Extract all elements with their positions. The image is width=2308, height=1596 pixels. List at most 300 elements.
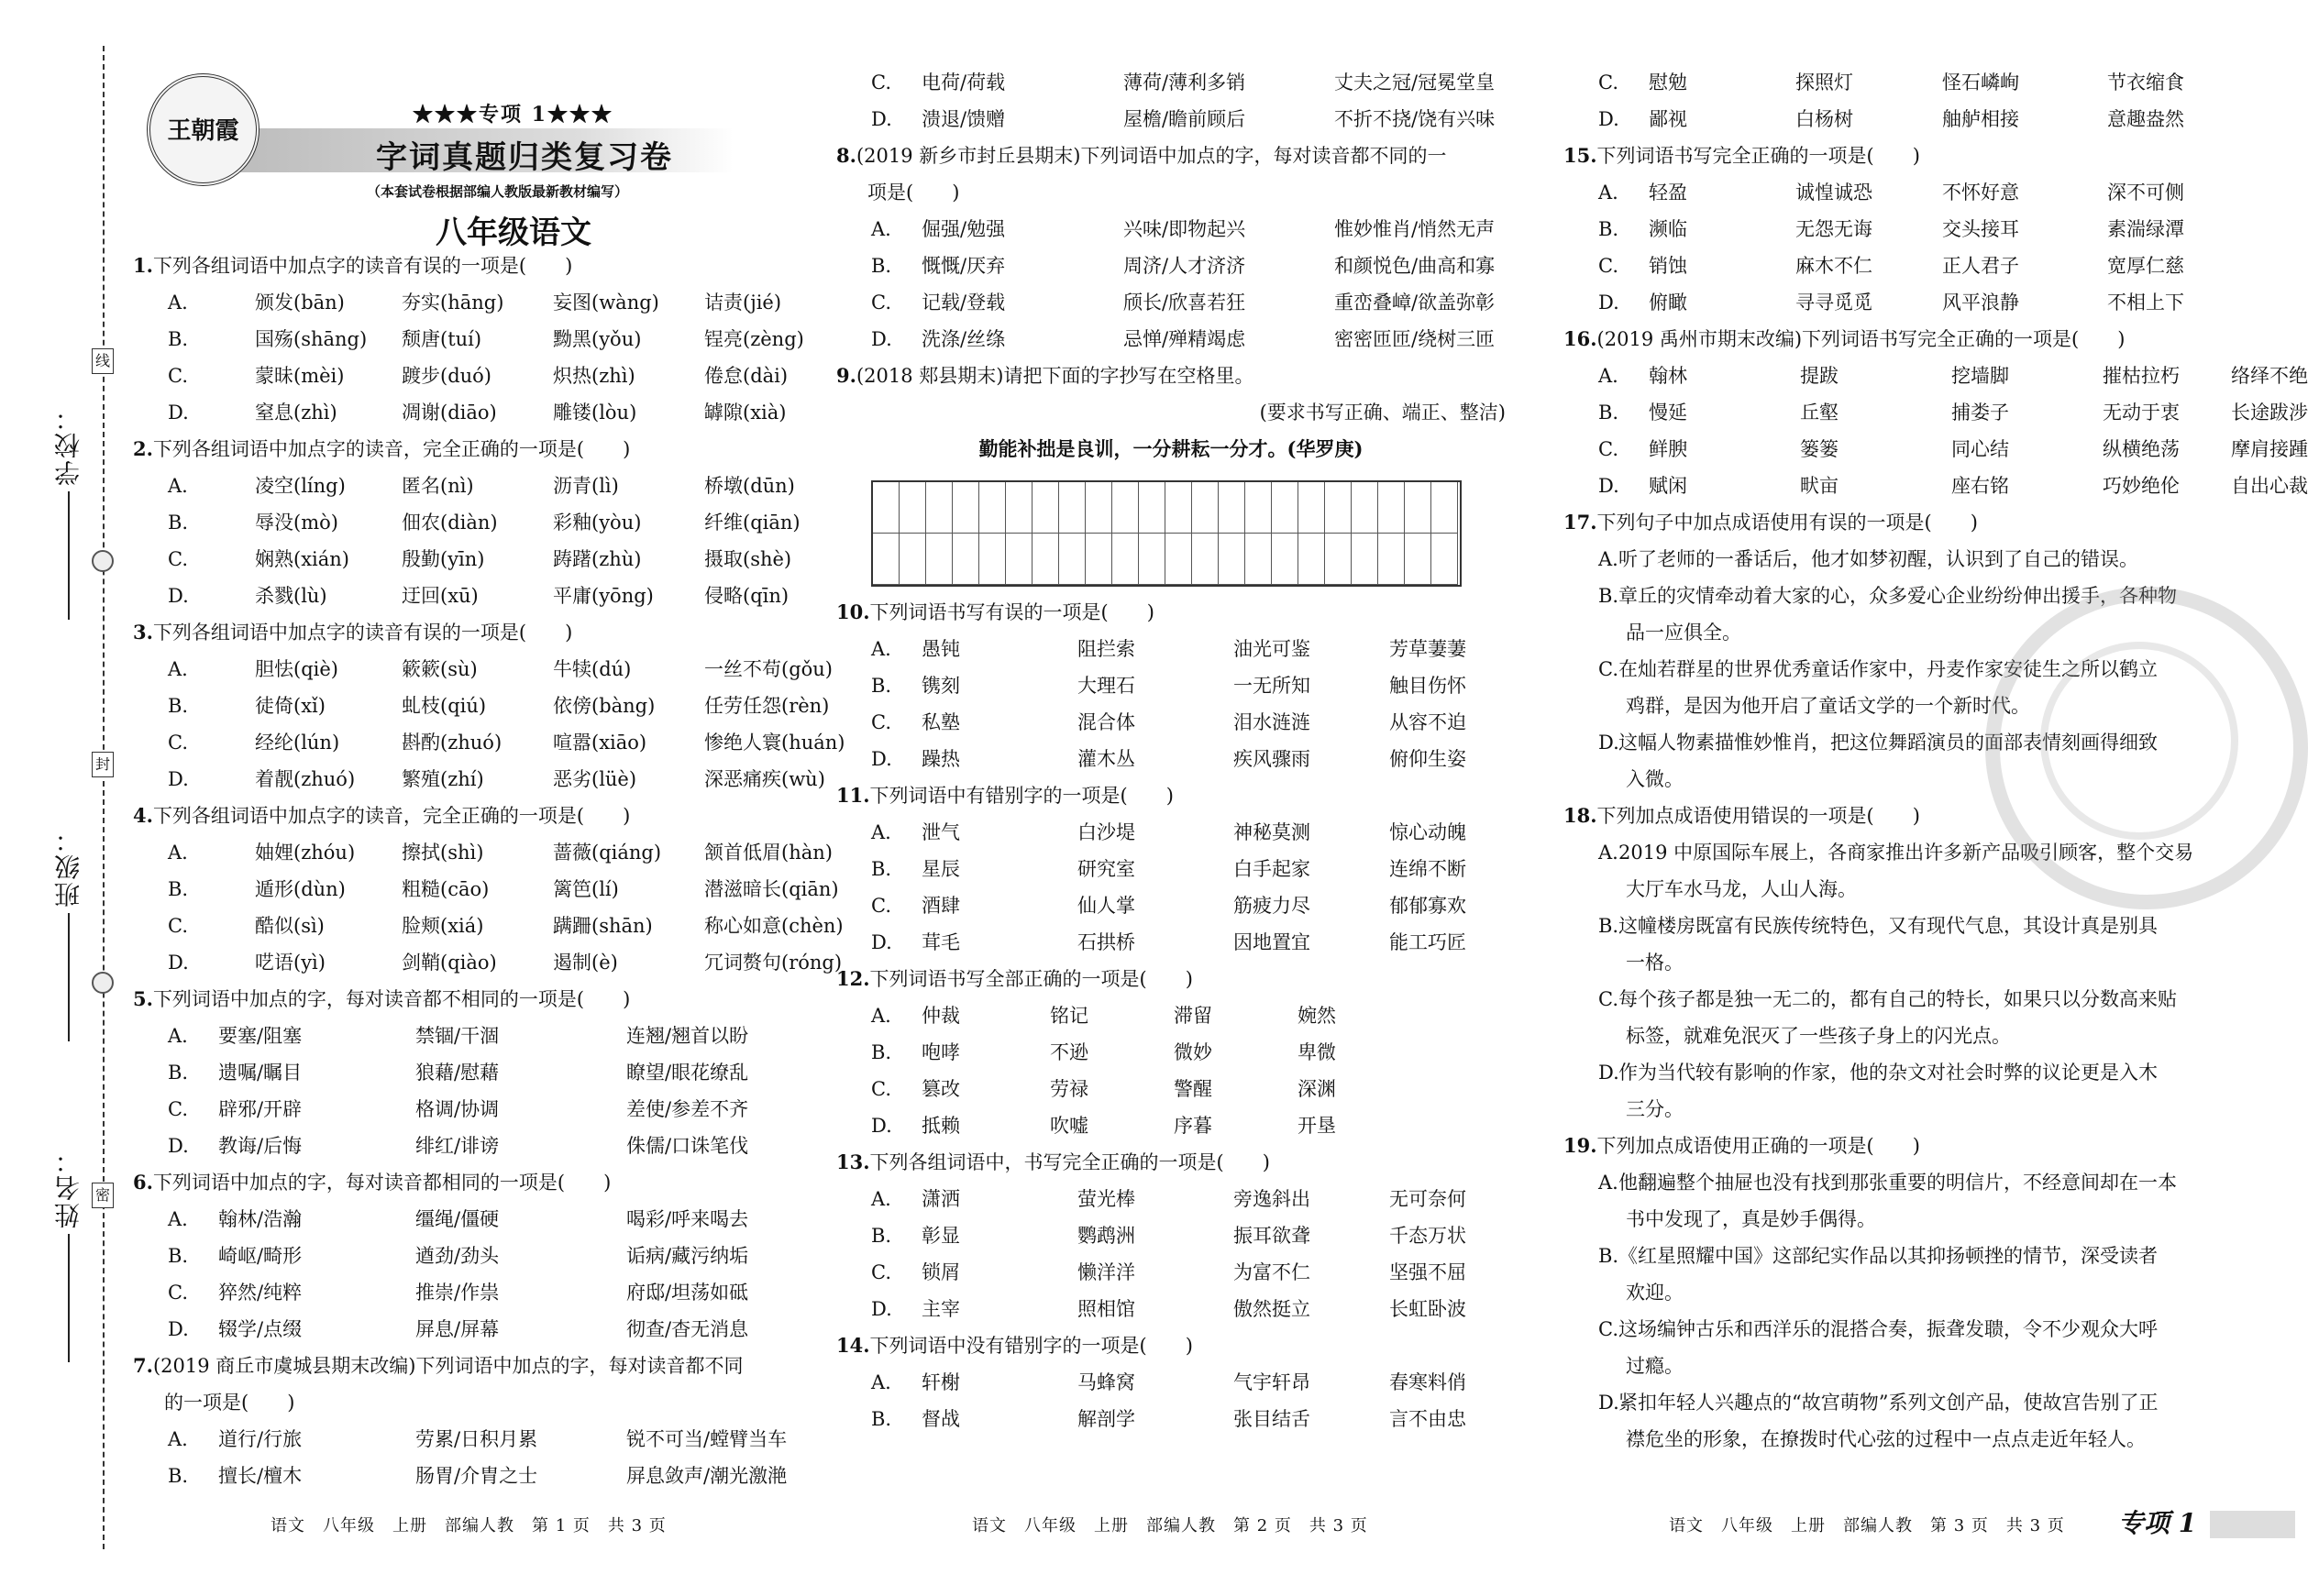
option-item: 密密匝匝/绕树三匝 (1334, 328, 1496, 350)
option-item: 俯瞰 (1649, 292, 1687, 314)
option-letter: C. (1598, 1318, 1618, 1340)
option-item: 繁殖(zhí) (402, 768, 484, 790)
option-letter: D. (871, 108, 892, 130)
option-item: 吹嘘 (1050, 1115, 1088, 1137)
option-row[interactable] (836, 321, 1506, 358)
option-item: 电荷/荷载 (922, 72, 1006, 94)
school-field[interactable] (50, 403, 83, 620)
grid-cell[interactable] (1245, 534, 1272, 585)
option-row[interactable] (133, 1274, 816, 1311)
option-item: 咆哮 (922, 1041, 960, 1063)
option-item: 春寒料俏 (1389, 1371, 1466, 1393)
grid-cell[interactable] (1192, 482, 1219, 534)
option-sentence (1563, 1091, 2205, 1128)
option-item: 诘责(jié) (704, 292, 782, 314)
option-item: 胆怯(qiè) (255, 658, 338, 680)
option-row[interactable] (133, 871, 839, 908)
grid-cell[interactable] (1298, 482, 1325, 534)
option-row[interactable] (836, 704, 1506, 741)
option-item: 教诲/后悔 (218, 1135, 303, 1157)
option-item: 依傍(bàng) (553, 695, 656, 717)
option-text: 这幅人物素描惟妙惟肖，把这位舞蹈演员的面部表情刻画得细致 (1618, 732, 2158, 754)
option-item: 辍学/点缀 (218, 1318, 303, 1340)
grid-cell[interactable] (900, 534, 926, 585)
option-sentence[interactable] (1563, 1384, 2205, 1421)
grid-cell[interactable] (1272, 534, 1298, 585)
option-item: 差使/参差不齐 (626, 1098, 749, 1120)
grid-cell[interactable] (1298, 534, 1325, 585)
question-text: 下列词语书写完全正确的一项是( ) (1596, 145, 1920, 167)
option-item: 绯红/诽谤 (415, 1135, 500, 1157)
option-letter: C. (1598, 988, 1618, 1010)
option-item: 剑鞘(qiào) (402, 952, 497, 974)
option-letter: B. (871, 675, 892, 697)
option-row[interactable] (836, 631, 1506, 667)
question-number: 18. (1563, 804, 1597, 827)
option-item: 白手起家 (1233, 858, 1310, 880)
option-item: 无可奈何 (1389, 1188, 1466, 1210)
option-sentence[interactable] (1563, 1054, 2205, 1091)
option-item: 踌躇(zhù) (553, 548, 642, 570)
option-item: 炽热(zhì) (553, 365, 635, 387)
question-stem (836, 1144, 1506, 1181)
grid-cell[interactable] (1405, 482, 1431, 534)
option-letter: A. (871, 1371, 891, 1393)
grid-cell[interactable] (1219, 534, 1245, 585)
option-sentence[interactable] (1563, 1311, 2205, 1348)
grid-cell[interactable] (926, 534, 953, 585)
option-item: 翰林 (1649, 365, 1687, 387)
option-row[interactable] (1563, 394, 2308, 431)
option-row[interactable] (133, 1128, 816, 1164)
option-letter: D. (871, 931, 892, 953)
option-row[interactable] (836, 997, 1506, 1034)
option-item: 国殇(shāng) (255, 328, 368, 350)
option-letter: B. (168, 1465, 189, 1487)
option-item: 寻寻觅觅 (1795, 292, 1872, 314)
footer-page-3: 语文 八年级 上册 部编人教 第 3 页 共 3 页 (1669, 1516, 2065, 1535)
option-row[interactable] (836, 1181, 1506, 1217)
option-item: 意趣盎然 (2107, 108, 2184, 130)
option-row[interactable] (836, 248, 1506, 284)
grid-cell[interactable] (1245, 482, 1272, 534)
grid-cell[interactable] (1431, 534, 1458, 585)
option-row[interactable] (1563, 174, 2205, 211)
grid-cell[interactable] (1272, 482, 1298, 534)
option-letter: A. (168, 1428, 188, 1450)
option-item: 油光可鉴 (1233, 638, 1310, 660)
option-letter: A. (168, 1025, 188, 1047)
grid-cell[interactable] (1165, 534, 1192, 585)
option-item: 言不由忠 (1389, 1408, 1466, 1430)
grid-cell[interactable] (1405, 534, 1431, 585)
grid-cell[interactable] (1352, 482, 1378, 534)
option-item: 一无所知 (1233, 675, 1310, 697)
grid-cell[interactable] (1165, 482, 1192, 534)
watermark-seal-inner (2040, 642, 2238, 840)
question-stem (1563, 504, 2205, 541)
option-sentence[interactable] (1563, 1238, 2205, 1274)
option-letter: A. (871, 1005, 891, 1027)
grid-cell[interactable] (1139, 534, 1165, 585)
grid-cell[interactable] (873, 482, 900, 534)
option-item: 称心如意(chèn) (704, 915, 844, 937)
option-row[interactable] (836, 1107, 1506, 1144)
option-item: 张目结舌 (1233, 1408, 1310, 1430)
option-item: 遗嘱/瞩目 (218, 1062, 303, 1084)
option-item: 桥墩(dūn) (704, 475, 795, 497)
grid-cell[interactable] (1033, 482, 1059, 534)
option-item: 舳舻相接 (1942, 108, 2019, 130)
option-row[interactable] (836, 1217, 1506, 1254)
question-text: 下列词语书写有误的一项是( ) (869, 601, 1154, 623)
column-2 (836, 64, 1506, 1437)
grid-cell[interactable] (979, 482, 1006, 534)
option-row[interactable] (1563, 431, 2308, 468)
option-row[interactable] (133, 1458, 816, 1494)
option-row[interactable] (1563, 468, 2308, 504)
option-row[interactable] (133, 394, 816, 431)
option-text: 标签，就难免泯灭了一些孩子身上的闪光点。 (1626, 1025, 2011, 1047)
option-item: 和颜悦色/曲高和寡 (1334, 255, 1496, 277)
option-item: 长虹卧波 (1389, 1298, 1466, 1320)
option-item: 擦拭(shì) (402, 842, 484, 864)
grid-cell[interactable] (953, 534, 979, 585)
grid-cell[interactable] (1192, 534, 1219, 585)
option-letter: C. (168, 1098, 188, 1120)
option-item: 锁屑 (922, 1261, 960, 1283)
corner-label: 专项 1 (2118, 1508, 2197, 1538)
question-number: 14. (836, 1334, 870, 1357)
option-row[interactable] (133, 1238, 816, 1274)
option-item: 摄取(shè) (704, 548, 792, 570)
option-letter: D. (1598, 108, 1619, 130)
option-item: 畎亩 (1800, 475, 1839, 497)
option-row[interactable] (836, 284, 1506, 321)
option-sentence[interactable] (1563, 908, 2205, 944)
grid-cell[interactable] (1059, 482, 1086, 534)
option-row[interactable] (836, 101, 1506, 138)
grid-cell[interactable] (1378, 482, 1405, 534)
doc-subtitle: （本套试卷根据部编人教版最新教材编写） (367, 183, 629, 200)
corner-bar (2210, 1511, 2295, 1538)
option-row[interactable] (836, 1071, 1506, 1107)
logo-text: 王朝霞 (167, 117, 239, 145)
option-row[interactable] (836, 887, 1506, 924)
option-text: 品一应俱全。 (1626, 622, 1741, 644)
option-item: 府邸/坦荡如砥 (626, 1282, 749, 1304)
option-item: 锃亮(zèng) (704, 328, 804, 350)
bind-tag-secret: 密 (92, 1183, 114, 1208)
option-row[interactable] (1563, 101, 2205, 138)
option-item: 风平浪静 (1942, 292, 2019, 314)
option-letter: C. (1598, 438, 1618, 460)
option-row[interactable] (133, 834, 833, 871)
option-item: 自出心裁 (2231, 475, 2308, 497)
option-row[interactable] (133, 761, 825, 798)
option-row[interactable] (1563, 64, 2205, 101)
grid-cell[interactable] (1139, 482, 1165, 534)
question-stem (836, 961, 1506, 997)
question-stem-cont: 项是( ) (867, 182, 960, 204)
option-row[interactable] (836, 1364, 1506, 1401)
option-letter: B. (1598, 402, 1619, 424)
option-item: 灌木丛 (1077, 748, 1135, 770)
question-number: 6. (133, 1171, 153, 1194)
grid-cell[interactable] (1006, 482, 1033, 534)
option-item: 薄荷/薄利多销 (1123, 72, 1246, 94)
option-row[interactable] (133, 908, 844, 944)
option-sentence[interactable] (1563, 541, 2205, 578)
option-item: 妯娌(zhóu) (255, 842, 356, 864)
option-item: 篱笆(lí) (553, 878, 619, 900)
option-item: 萤光棒 (1077, 1188, 1135, 1210)
option-item: 慢延 (1649, 402, 1687, 424)
option-item: 警醒 (1174, 1078, 1212, 1100)
option-letter: C. (168, 1282, 188, 1304)
name-label: 姓名： (53, 1146, 83, 1228)
option-item: 禁锢/干涸 (415, 1025, 500, 1047)
option-item: 不相上下 (2107, 292, 2184, 314)
option-row[interactable] (836, 1291, 1506, 1327)
option-item: 缰绳/僵硬 (415, 1208, 500, 1230)
option-row[interactable] (133, 944, 843, 981)
option-item: 疾风骤雨 (1233, 748, 1310, 770)
option-row[interactable] (133, 284, 816, 321)
option-letter: D. (1598, 475, 1619, 497)
option-item: 麻木不仁 (1795, 255, 1872, 277)
option-letter: C. (1598, 72, 1618, 94)
option-row[interactable] (133, 1054, 816, 1091)
option-item: 惟妙惟肖/悄然无声 (1334, 218, 1496, 240)
grid-cell[interactable] (1033, 534, 1059, 585)
option-row[interactable] (836, 211, 1506, 248)
option-letter: C. (1598, 255, 1618, 277)
option-item: 簌簌(sù) (402, 658, 478, 680)
option-item: 振耳欲聋 (1233, 1225, 1310, 1247)
option-row[interactable] (1563, 358, 2308, 394)
option-row[interactable] (1563, 211, 2205, 248)
question-text: (2019 新乡市封丘县期末)下列词语中加点的字，每对读音都不同的一 (856, 145, 1447, 167)
option-item: 踱步(duó) (402, 365, 491, 387)
option-item: 马蜂窝 (1077, 1371, 1135, 1393)
option-item: 忌惮/殚精竭虑 (1123, 328, 1246, 350)
option-item: 摧枯拉朽 (2103, 365, 2180, 387)
option-row[interactable] (133, 1018, 816, 1054)
option-item: 挖墙脚 (1951, 365, 2009, 387)
option-item: 序暮 (1174, 1115, 1212, 1137)
option-row[interactable] (836, 924, 1506, 961)
grid-cell[interactable] (1352, 534, 1378, 585)
option-item: 能工巧匠 (1389, 931, 1466, 953)
option-row[interactable] (836, 741, 1506, 777)
option-item: 平庸(yōng) (553, 585, 654, 607)
option-letter: B. (1598, 585, 1619, 607)
option-row[interactable] (133, 1421, 816, 1458)
option-item: 提跋 (1800, 365, 1839, 387)
option-row[interactable] (133, 541, 816, 578)
option-item: 凋谢(diāo) (402, 402, 497, 424)
option-item: 无怨无诲 (1795, 218, 1872, 240)
name-field[interactable] (50, 1146, 83, 1362)
option-item: 深恶痛疾(wù) (704, 768, 825, 790)
grid-cell[interactable] (1112, 482, 1139, 534)
option-text: 一格。 (1626, 952, 1684, 974)
option-item: 泄气 (922, 821, 960, 843)
grid-cell[interactable] (926, 482, 953, 534)
grid-cell[interactable] (1006, 534, 1033, 585)
option-item: 翰林/浩瀚 (218, 1208, 303, 1230)
question-text: 下列加点成语使用正确的一项是( ) (1596, 1135, 1920, 1157)
option-row[interactable] (133, 504, 816, 541)
class-field[interactable] (50, 825, 83, 1041)
option-row[interactable] (133, 724, 845, 761)
grid-cell[interactable] (873, 534, 900, 585)
option-item: 因地置宜 (1233, 931, 1310, 953)
option-letter: B. (871, 255, 892, 277)
option-item: 主宰 (922, 1298, 960, 1320)
option-item: 牛犊(dú) (553, 658, 632, 680)
option-item: 格调/协调 (415, 1098, 500, 1120)
grid-cell[interactable] (1219, 482, 1245, 534)
option-text: 听了老师的一番话后，他才如梦初醒，认识到了自己的错误。 (1618, 548, 2138, 570)
option-item: 愚钝 (922, 638, 960, 660)
option-row[interactable] (836, 1034, 1506, 1071)
option-row[interactable] (133, 1201, 816, 1238)
option-item: 仲裁 (922, 1005, 960, 1027)
option-row[interactable] (1563, 284, 2205, 321)
option-sentence (1563, 1274, 2205, 1311)
option-item: 篓篓 (1800, 438, 1839, 460)
option-item: 喧嚣(xiāo) (553, 732, 647, 754)
option-item: 徒倚(xǐ) (255, 695, 326, 717)
option-item: 照相馆 (1077, 1298, 1135, 1320)
option-text: 过瘾。 (1626, 1355, 1684, 1377)
grid-cell[interactable] (1325, 482, 1352, 534)
option-row[interactable] (836, 814, 1506, 851)
question-stem (133, 1164, 816, 1201)
option-row[interactable] (836, 64, 1506, 101)
option-letter: B. (168, 878, 189, 900)
option-item: 探照灯 (1795, 72, 1853, 94)
question-stem (133, 248, 816, 284)
option-row[interactable] (133, 688, 830, 724)
option-item: 着靓(zhuó) (255, 768, 356, 790)
option-row[interactable] (836, 1254, 1506, 1291)
option-item: 屏息/屏幕 (415, 1318, 500, 1340)
grid-cell[interactable] (1086, 534, 1112, 585)
series-label: ★★★专项 1★★★ (413, 103, 613, 127)
option-row[interactable] (133, 1311, 816, 1348)
grid-cell[interactable] (1112, 534, 1139, 585)
option-item: 开垦 (1298, 1115, 1336, 1137)
question-stem (1563, 1128, 2205, 1164)
grid-cell[interactable] (1378, 534, 1405, 585)
question-stem (836, 138, 1506, 174)
option-letter: B. (168, 1245, 189, 1267)
option-row[interactable] (133, 321, 816, 358)
doc-grade: 八年级语文 (436, 215, 591, 251)
option-item: 不怀好意 (1942, 182, 2019, 204)
grid-cell[interactable] (1325, 534, 1352, 585)
option-item: 旁逸斜出 (1233, 1188, 1310, 1210)
option-row[interactable] (133, 1091, 816, 1128)
option-text: 2019 中原国际车展上，各商家推出许多新产品吸引顾客，整个交易 (1618, 842, 2194, 864)
option-item: 微妙 (1174, 1041, 1212, 1063)
writing-grid[interactable] (871, 480, 1462, 587)
option-letter: C. (871, 711, 891, 733)
question-number: 2. (133, 437, 153, 460)
option-text: 在灿若群星的世界优秀童话作家中，丹麦作家安徒生之所以鹤立 (1618, 658, 2158, 680)
option-item: 连绵不断 (1389, 858, 1466, 880)
option-item: 瞭望/眼花缭乱 (626, 1062, 749, 1084)
grid-cell[interactable] (1431, 482, 1458, 534)
option-item: 溃退/馈赠 (922, 108, 1006, 130)
option-item: 阻拦索 (1077, 638, 1135, 660)
copy-requirement: (要求书写正确、端正、整洁) (1259, 402, 1506, 424)
question-text: 下列各组词语中加点字的读音有误的一项是( ) (152, 622, 573, 644)
option-row[interactable] (1563, 248, 2205, 284)
question-number: 5. (133, 987, 153, 1010)
option-item: 辱没(mò) (255, 512, 338, 534)
option-item: 倦怠(dài) (704, 365, 789, 387)
option-sentence (1563, 944, 2205, 981)
option-sentence (1563, 1201, 2205, 1238)
option-item: 销蚀 (1649, 255, 1687, 277)
option-item: 屋檐/瞻前顾后 (1123, 108, 1246, 130)
option-sentence[interactable] (1563, 1164, 2205, 1201)
question-number: 8. (836, 144, 856, 167)
option-row[interactable] (133, 651, 833, 688)
option-row[interactable] (836, 851, 1506, 887)
option-sentence (1563, 1018, 2205, 1054)
option-letter: C. (168, 365, 188, 387)
grid-cell[interactable] (979, 534, 1006, 585)
option-row[interactable] (836, 1401, 1506, 1437)
option-letter: D. (168, 402, 189, 424)
option-letter: B. (871, 1225, 892, 1247)
option-item: 潇洒 (922, 1188, 960, 1210)
option-item: 摩肩接踵 (2231, 438, 2308, 460)
option-sentence[interactable] (1563, 981, 2205, 1018)
grid-cell[interactable] (1086, 482, 1112, 534)
question-stem (1563, 138, 2205, 174)
option-item: 狼藉/慰藉 (415, 1062, 500, 1084)
option-letter: D. (168, 768, 189, 790)
question-text: 下列词语中有错别字的一项是( ) (869, 785, 1174, 807)
option-row[interactable] (133, 578, 816, 614)
question-text: 下列加点成语使用错误的一项是( ) (1596, 805, 1920, 827)
grid-cell[interactable] (900, 482, 926, 534)
option-item: 一丝不苟(gǒu) (704, 658, 833, 680)
option-item: 茸毛 (922, 931, 960, 953)
option-item: 深不可侧 (2107, 182, 2184, 204)
grid-cell[interactable] (1059, 534, 1086, 585)
binding-margin (0, 0, 128, 1596)
grid-cell[interactable] (953, 482, 979, 534)
option-row[interactable] (133, 468, 816, 504)
option-item: 惨绝人寰(huán) (704, 732, 845, 754)
option-item: 彻查/杳无消息 (626, 1318, 749, 1340)
option-item: 杀戮(lù) (255, 585, 327, 607)
option-item: 仙人掌 (1077, 895, 1135, 917)
option-row[interactable] (133, 358, 816, 394)
option-item: 遏制(è) (553, 952, 618, 974)
option-letter: C. (871, 72, 891, 94)
question-number: 13. (836, 1150, 870, 1173)
question-stem (836, 358, 1506, 394)
option-row[interactable] (836, 667, 1506, 704)
